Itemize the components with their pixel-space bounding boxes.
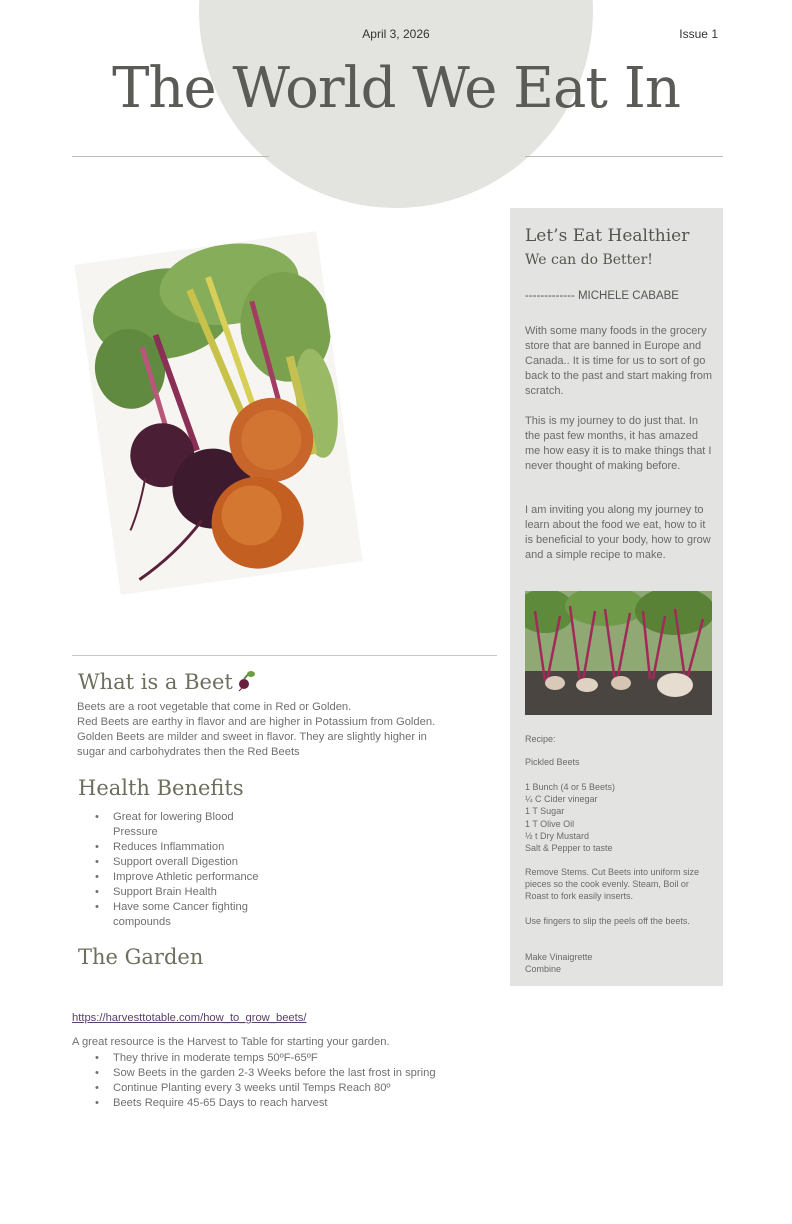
- body-line: Golden Beets are milder and sweet in flavor. They are slightly higher in: [77, 731, 427, 743]
- sidebar-paragraph: This is my journey to do just that. In the past few months, it has amazed me how easy it is to make things that I never thought of making before.: [525, 415, 712, 472]
- recipe-ingredients: [525, 781, 710, 854]
- beet-bunch-photo: [75, 232, 362, 595]
- author-byline: ------------- MICHELE CABABE: [525, 290, 679, 302]
- health-benefits-heading: Health Benefits: [78, 776, 244, 800]
- recipe-step: Use fingers to slip the peels off the beets.: [525, 916, 690, 926]
- list-item: • Support Brain Health: [77, 885, 297, 900]
- sidebar-paragraph: I am inviting you along my journey to learn about the food we eat, how to it is beneficial to your body, how to grow and a simple recipe to make.: [525, 504, 711, 561]
- sidebar-title: Let’s Eat Healthier: [525, 226, 690, 246]
- body-line: Red Beets are earthy in flavor and are higher in Potassium from Golden.: [77, 716, 436, 728]
- body-line: sugar and carbohydrates then the Red Beets: [77, 746, 300, 758]
- newsletter-title: The World We Eat In: [112, 56, 680, 121]
- ingredient-line: Salt & Pepper to taste: [525, 843, 613, 854]
- what-is-beet-body: [77, 700, 477, 760]
- issue-date: April 3, 2026: [362, 27, 430, 41]
- header-rule-left: [72, 156, 269, 157]
- list-item: • Have some Cancer fighting compounds: [77, 900, 263, 930]
- beet-icon: [238, 670, 256, 692]
- list-item: • Sow Beets in the garden 2-3 Weeks before the last frost in spring: [77, 1066, 497, 1081]
- list-item: • Improve Athletic performance: [77, 870, 297, 885]
- garden-intro: A great resource is the Harvest to Table for starting your garden.: [72, 1036, 390, 1048]
- what-is-beet-heading: [78, 670, 256, 694]
- ingredient-line: 1 T Sugar: [525, 806, 565, 817]
- recipe-step: Remove Stems. Cut Beets into uniform size pieces so the cook evenly. Steam, Boil or Roast to fork easily inserts.: [525, 867, 700, 902]
- recipe-step: [525, 951, 710, 975]
- recipe-label: Recipe:: [525, 734, 556, 744]
- header-rule-right: [525, 156, 723, 157]
- body-line: Beets are a root vegetable that come in Red or Golden.: [77, 701, 352, 713]
- list-item: • Continue Planting every 3 weeks until Temps Reach 80º: [77, 1081, 497, 1096]
- list-item: • Great for lowering Blood Pressure: [77, 810, 263, 840]
- recipe-step-line: Combine: [525, 964, 562, 975]
- issue-number: Issue 1: [679, 27, 718, 41]
- recipe-step-line: Make Vinaigrette: [525, 952, 593, 962]
- section-divider: [72, 655, 497, 656]
- list-item: • Support overall Digestion: [77, 855, 297, 870]
- sidebar-subtitle: We can do Better!: [525, 252, 653, 268]
- ingredient-line: 1 Bunch (4 or 5 Beets): [525, 782, 616, 792]
- list-item: • Beets Require 45-65 Days to reach harvest: [77, 1096, 497, 1111]
- list-item: • Reduces Inflammation: [77, 840, 297, 855]
- ingredient-line: ¼ C Cider vinegar: [525, 794, 598, 805]
- sidebar-paragraph: With some many foods in the grocery store that are banned in Europe and Canada.. It is time for us to sort of go back to the past and start making from scratch.: [525, 325, 713, 397]
- ingredient-line: ½ t Dry Mustard: [525, 830, 590, 841]
- recipe-name: Pickled Beets: [525, 757, 580, 767]
- list-item: • They thrive in moderate temps 50ºF-65ºF: [77, 1051, 497, 1066]
- ingredient-line: 1 T Olive Oil: [525, 818, 575, 829]
- garden-heading: The Garden: [78, 945, 204, 969]
- what-is-beet-heading-text: What is a Beet: [78, 670, 233, 694]
- health-benefits-list: [77, 810, 297, 930]
- sidebar-panel: [510, 208, 723, 986]
- harvest-to-table-link[interactable]: https://harvesttotable.com/how_to_grow_beets/: [72, 1012, 307, 1024]
- garden-tips-list: [77, 1051, 497, 1111]
- beet-garden-photo: [525, 591, 712, 715]
